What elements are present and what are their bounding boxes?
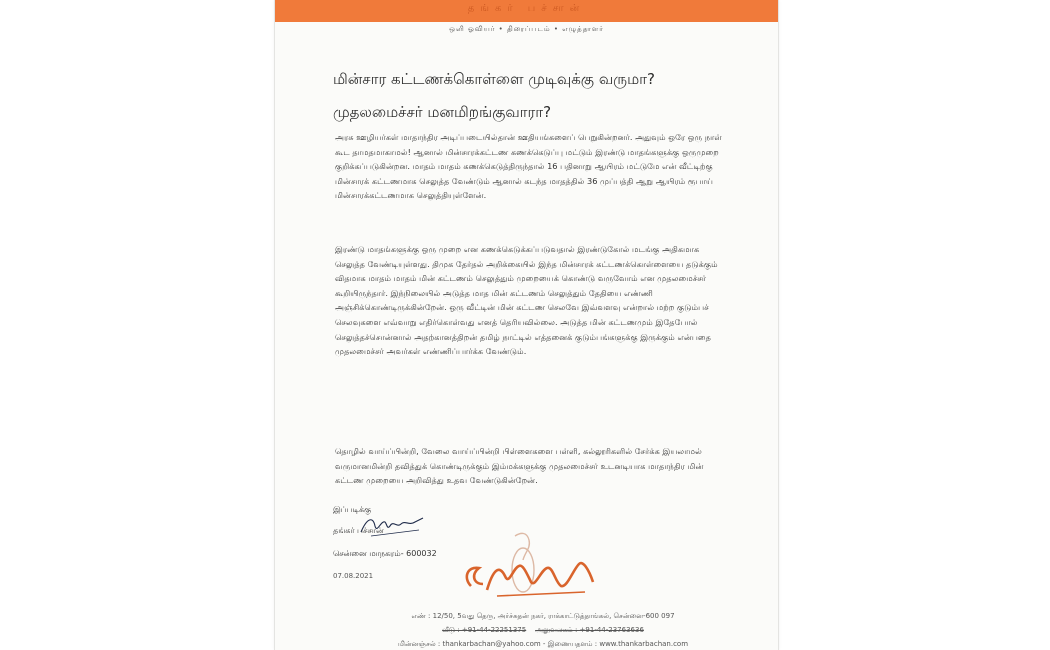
headline-line-1: மின்சார கட்டணக்கொள்ளை முடிவுக்கு வருமா? xyxy=(333,70,655,88)
letterhead-band xyxy=(275,0,778,22)
letter-date: 07.08.2021 xyxy=(333,572,374,580)
footer-contact: மின்னஞ்சல் : thankarbachan@yahoo.com - இணையதளம் : www.thankarbachan.com xyxy=(397,640,689,648)
body-paragraph-3: தொழில் வாய்ப்பின்றி, வேலை வாய்ப்பின்றி பிள்ளைகளை பள்ளி, கல்லூரிகளில் சேர்க்க இயலாமல் வருமானமின்றி தவித்துக் கொண்டிருக்கும் இம்மக்களுக்கு முதலமைச்சர் உடனடியாக மாதாந்திர மின் கட்டண முறையை அறிவித்து உதவ வேண்டுகின்றேன். xyxy=(335,446,704,486)
closing-place: சென்னை மாநகரம்- 600032 xyxy=(333,549,437,558)
footer-email: மின்னஞ்சல் : thankarbachan@yahoo.com xyxy=(397,640,541,648)
footer-fax: அலுவலகம் : +91-44-23763636 xyxy=(535,626,644,634)
headline-line-2: முதலமைச்சர் மனமிறங்குவாரா? xyxy=(333,103,552,121)
footer-phone: வீடு : +91-44-22251375 xyxy=(442,626,527,634)
closing-name: தங்கர் பச்சான் xyxy=(333,526,384,535)
letterhead-name: தங்கர் பச்சான் xyxy=(467,3,586,14)
body-paragraph-2: இரண்டு மாதங்களுக்கு ஒரு முறை என கணக்கெடுக்கப்படுவதால் இரண்டுகோல் மடங்கு அதிகமாக செலுத்த வேண்டியுள்ளது. திமுக தேர்தல் அறிக்கையில் இந்த மின்சாரக் கட்டணக்கொள்ளையை தடுக்கும் விதமாக மாதம் மாதம் மின் கட்டணம் செலுத்தும் முறையைக் கொண்டு வருவோம் என முதலமைச்சர் கூறியிருந்தார். இந்நிலையில் அடுத்த மாத மின் கட்டணம் செலுத்தும் தேதியை எண்ணி அஞ்சிக்கொண்டிருக்கின்றேன். ஒரு வீட்டின் மின் கட்டண செலவே இவ்வளவு என்றால் மற்ற குடும்பச் செலவுகளை எவ்வாறு எதிர்கொள்வது எனத் தெரியவில்லை. அடுத்த மின் கட்டணமும் இதேபோல் செலுத்தச்சொன்னால் அதற்கானத்திறன் தமிழ் நாட்டில் எத்தனைக் குடும்பங்களுக்கு இருக்கும் என்பதை முதலமைச்சர் அவர்கள் எண்ணிப்பார்க்க வேண்டும். xyxy=(335,244,718,357)
footer-address: எண் : 12/50, 5வது தெரு, அர்ச்சுதன் நகர், ராக்காட்டுத்தாங்கல், சென்னை-600 097 xyxy=(411,612,675,620)
footer-phones xyxy=(333,626,753,635)
footer-website: இணையதளம் : www.thankarbachan.com xyxy=(547,640,689,648)
closing-regards: இப்படிக்கு xyxy=(333,505,372,514)
sembulam-logo xyxy=(457,530,605,602)
letterhead-subtitle: ஒளி ஓவியர் • திரைப்படம் • எழுத்தாளர் xyxy=(449,25,604,33)
body-paragraph-1: அரசு ஊழியர்கள் மாதாந்திர அடிப்படையில்தான் ஊதியங்களைப் பெறுகின்றனர். அதுவும் ஒரே ஒரு நாள் கூட தாமதமாகாமல்! ஆனால் மின்சாரக்கட்டண கணக்கெடுப்பு மட்டும் இரண்டு மாதங்களுக்கு ஒருமுறை குறிக்கப்படுகின்றன. மாதம் மாதம் கணக்கெடுத்திருந்தால் 16 பதினாறு ஆயிரம் மட்டுமே என் வீட்டிற்கு மின்சாரக் கட்டணமாக செலுத்த வேண்டும் ஆனால் கடந்த மாதத்தில் 36 முப்பத்தி ஆறு ஆயிரம் ரூபாய் மின்சாரக்கட்டணமாக செலுத்தியுள்ளேன். xyxy=(335,132,722,201)
letter-page xyxy=(274,0,779,650)
